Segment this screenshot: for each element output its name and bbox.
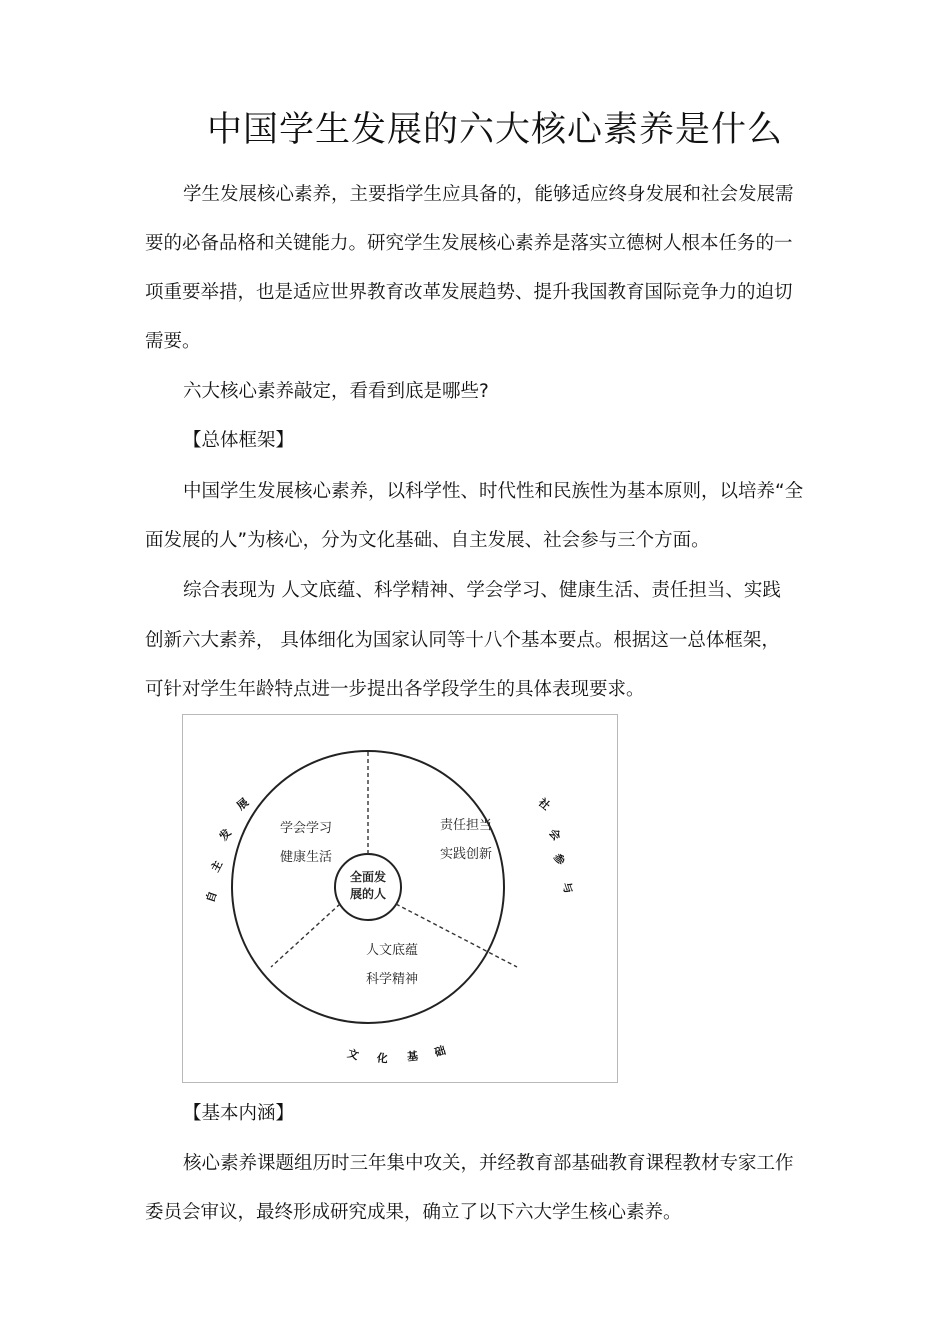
- sector-label: 健康生活: [280, 850, 333, 865]
- outer-label-char: 展: [234, 795, 252, 813]
- paragraph-line: 核心素养课题组历时三年集中攻关，并经教育部基础教育课程教材专家工作: [183, 1153, 794, 1174]
- core-competency-diagram: [182, 714, 618, 1083]
- sector-label: 学会学习: [280, 821, 333, 836]
- paragraph-line: 要的必备品格和关键能力。研究学生发展核心素养是落实立德树人根本任务的一: [145, 233, 793, 254]
- outer-label-char: 发: [216, 826, 234, 844]
- outer-label-char: 基: [406, 1049, 419, 1064]
- sector-label: 人文底蕴: [366, 943, 419, 958]
- sector-label: 责任担当: [440, 818, 493, 833]
- outer-label-char: 社: [535, 795, 553, 813]
- outer-label-char: 文: [345, 1046, 361, 1063]
- section-heading: 【基本内涵】: [183, 1103, 295, 1124]
- paragraph-line: 中国学生发展核心素养，以科学性、时代性和民族性为基本原则，以培养“全: [183, 481, 804, 502]
- outer-label-char: 化: [376, 1051, 389, 1066]
- document-title: 中国学生发展的六大核心素养是什么: [206, 110, 783, 150]
- section-heading: 【总体框架】: [183, 430, 295, 451]
- paragraph-line: 项重要举措，也是适应世界教育改革发展趋势、提升我国教育国际竞争力的迫切: [145, 282, 793, 303]
- outer-label-char: 参: [550, 851, 568, 868]
- paragraph-line: 面发展的人”为核心，分为文化基础、自主发展、社会参与三个方面。: [145, 530, 710, 551]
- paragraph-line: 可针对学生年龄特点进一步提出各学段学生的具体表现要求。: [145, 679, 645, 700]
- diagram-svg: [183, 715, 619, 1084]
- paragraph-line: 学生发展核心素养，主要指学生应具备的，能够适应终身发展和社会发展需: [183, 184, 794, 205]
- outer-label-char: 自: [203, 889, 220, 905]
- paragraph-line: 综合表现为 人文底蕴、科学精神、学会学习、健康生活、责任担当、实践: [183, 580, 781, 601]
- outer-label-char: 与: [559, 880, 576, 896]
- divider-left: [271, 904, 340, 967]
- paragraph-line: 需要。: [145, 331, 201, 352]
- sector-label: 实践创新: [440, 847, 493, 862]
- paragraph-line: 委员会审议，最终形成研究成果，确立了以下六大学生核心素养。: [145, 1202, 682, 1223]
- paragraph-line: 创新六大素养， 具体细化为国家认同等十八个基本要点。根据这一总体框架，: [145, 630, 780, 651]
- outer-label-char: 会: [546, 826, 564, 844]
- paragraph-line: 六大核心素养敲定，看看到底是哪些?: [183, 381, 489, 402]
- center-label: 展的人: [349, 887, 387, 901]
- outer-label-char: 础: [432, 1043, 448, 1060]
- center-label: 全面发: [349, 870, 387, 884]
- sector-label: 科学精神: [366, 972, 419, 987]
- outer-label-char: 主: [208, 858, 226, 875]
